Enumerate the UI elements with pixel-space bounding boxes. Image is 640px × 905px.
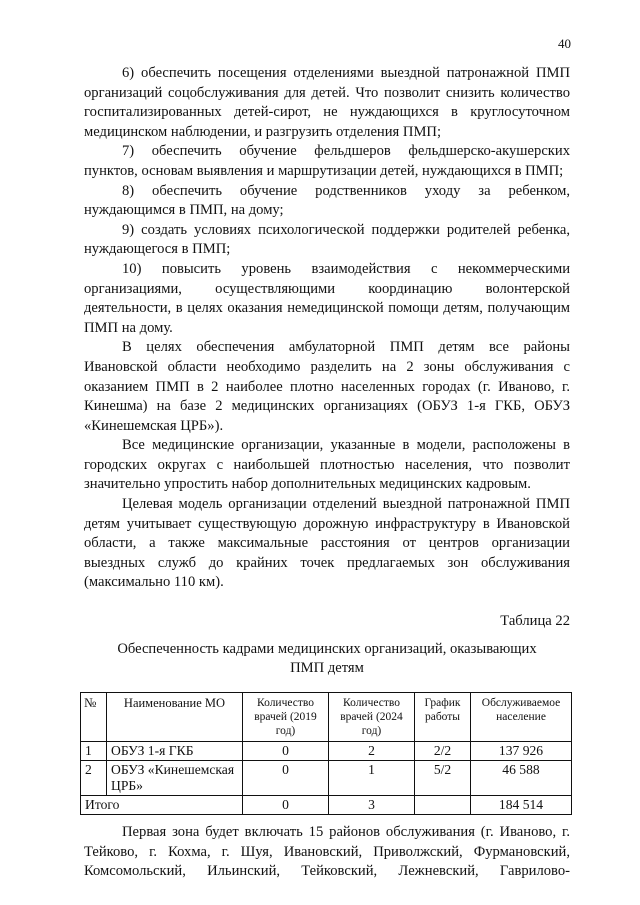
table-total-row [81, 796, 572, 815]
cell-name: ОБУЗ «Кинешемская ЦРБ» [107, 761, 243, 796]
paragraph-first-zone: Первая зона будет включать 15 районов обслуживания (г. Иваново, г. Тейково, г. Кохма, г. Шуя, Ивановский, Приволжский, Фурмановский, Комсомольский, Ильинский, Тейковский, Лежневский, Гаврилово- [84, 824, 570, 880]
cell-total-doctors-2019: 0 [243, 796, 329, 815]
paragraph-zones: В целях обеспечения амбулаторной ПМП детям все районы Ивановской области необходимо разделить на 2 зоны обслуживания с оказанием ПМП в 2 наиболее плотно населенных городах (г. Иваново, г. Кинешма) на базе 2 медицинских организациях (ОБУЗ 1-я ГКБ, ОБУЗ «Кинешемская ЦРБ»). [84, 339, 570, 434]
header-schedule: График работы [415, 693, 471, 742]
cell-population: 137 926 [471, 742, 572, 761]
staffing-table [80, 692, 572, 815]
cell-schedule: 2/2 [415, 742, 471, 761]
paragraph-organizations: Все медицинские организации, указанные в модели, расположены в городских округах с наибольшей плотностью населения, что позволит значительно упростить набор дополнительных медицинских кадровым. [84, 437, 570, 493]
cell-name: ОБУЗ 1-я ГКБ [107, 742, 243, 761]
table-caption [84, 640, 570, 678]
paragraph-item-9: 9) создать условиях психологической поддержки родителей ребенка, нуждающегося в ПМП; [84, 221, 570, 258]
table-caption-line-1: Обеспеченность кадрами медицинских организаций, оказывающих [117, 641, 537, 658]
cell-doctors-2024: 2 [329, 742, 415, 761]
paragraph-item-6: 6) обеспечить посещения отделениями выездной патронажной ПМП организаций соцобслуживания для детей. Что позволит снизить количество госпитализированных детей-сирот, не нуждающихся в круглосуточном медицинском наблюдении, и разгрузить отделения ПМП; [84, 65, 570, 140]
header-doctors-2024: Количество врачей (2024 год) [329, 693, 415, 742]
cell-doctors-2019: 0 [243, 742, 329, 761]
table-row [81, 761, 572, 796]
page-number: 40 [558, 36, 571, 51]
table-row [81, 742, 572, 761]
cell-total-population: 184 514 [471, 796, 572, 815]
cell-population: 46 588 [471, 761, 572, 796]
header-doctors-2019: Количество врачей (2019 год) [243, 693, 329, 742]
paragraph-item-10: 10) повысить уровень взаимодействия с некоммерческими организациями, осуществляющими координацию волонтерской деятельности, в целях оказания немедицинской помощи детям, получающим ПМП на дому. [84, 260, 570, 336]
cell-num: 1 [81, 742, 107, 761]
table-label: Таблица 22 [500, 613, 570, 630]
header-population: Обслуживаемое население [471, 693, 572, 742]
document-body [84, 64, 570, 882]
header-num: № [81, 693, 107, 742]
paragraph-target-model: Целевая модель организации отделений выездной патронажной ПМП детям учитывает существующую дорожную инфраструктуру в Ивановской области, а также максимальные расстояния от центров организации выездных служб до крайних точек предлагаемых зон обслуживания (максимально 110 км). [84, 496, 570, 591]
paragraph-item-8: 8) обеспечить обучение родственников уходу за ребенком, нуждающимся в ПМП, на дому; [84, 182, 570, 219]
table-header-row [81, 693, 572, 742]
cell-total-doctors-2024: 3 [329, 796, 415, 815]
header-name: Наименование МО [107, 693, 243, 742]
cell-doctors-2024: 1 [329, 761, 415, 796]
paragraph-item-7: 7) обеспечить обучение фельдшеров фельдшерско-акушерских пунктов, основам выявления и маршрутизации детей, нуждающихся в ПМП; [84, 143, 570, 179]
cell-schedule: 5/2 [415, 761, 471, 796]
cell-total-label: Итого [81, 796, 243, 815]
table-caption-line-2: ПМП детям [290, 660, 364, 677]
cell-total-schedule [415, 796, 471, 815]
cell-doctors-2019: 0 [243, 761, 329, 796]
cell-num: 2 [81, 761, 107, 796]
